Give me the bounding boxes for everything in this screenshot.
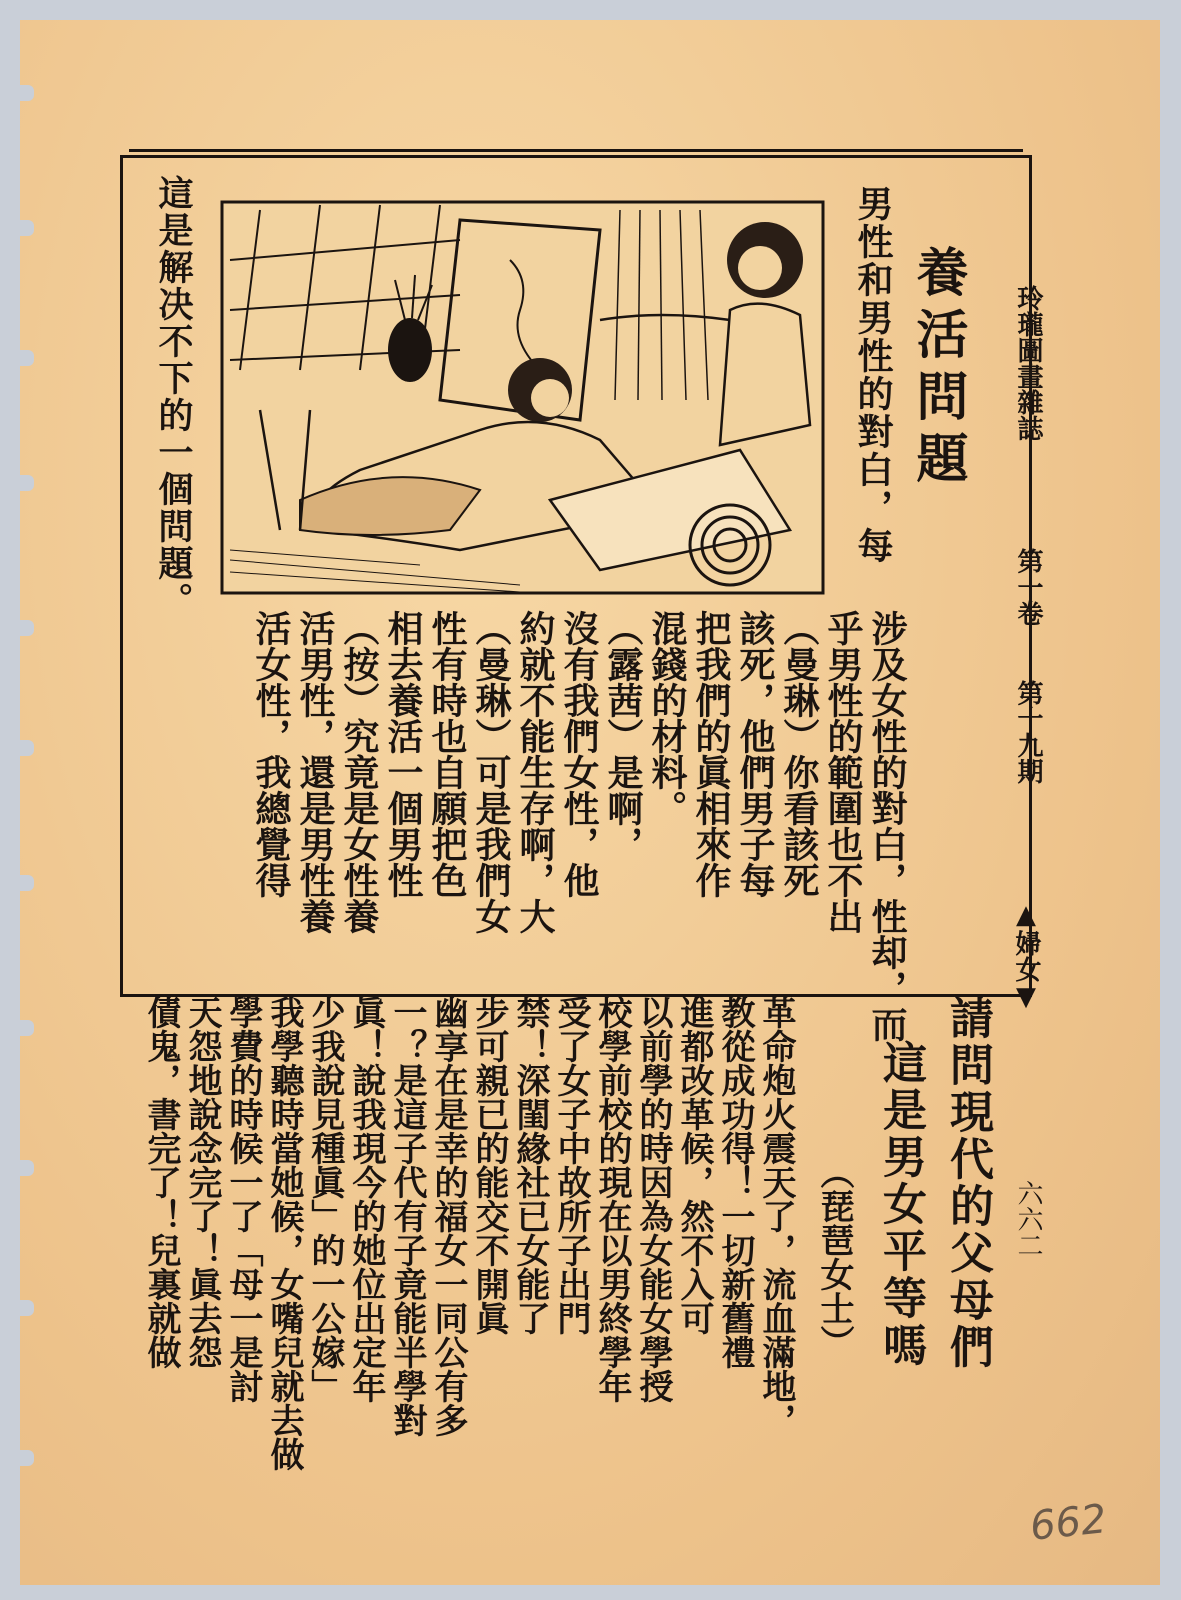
page-number: 六六二 bbox=[1013, 1180, 1043, 1258]
section-label: ▲婦女▼ bbox=[1011, 900, 1041, 1012]
illustration-caption: 這是解决不下的一個問題。 bbox=[153, 175, 194, 619]
volume-label: 第一卷 bbox=[1013, 548, 1043, 626]
article2-column: 少我說見種眞」的一公嫁」 bbox=[305, 995, 345, 1403]
article2-column: 禁！深閨緣社已女能了 bbox=[510, 995, 550, 1335]
perforation bbox=[8, 85, 34, 101]
perforation bbox=[8, 1450, 34, 1466]
article1-column: 乎男性的範圍也不出 bbox=[822, 610, 864, 934]
article1-column: 性有時也自願把色 bbox=[426, 610, 468, 898]
article2-column: 一？是這子代有子竟能半學對 bbox=[387, 995, 427, 1437]
article1-column: 約就不能生存啊，大 bbox=[514, 610, 556, 934]
article1-column: 該死，他們男子每 bbox=[734, 610, 776, 898]
article1-column: （曼琳）可是我們女 bbox=[470, 610, 512, 934]
article2-column: 眞！說我現今的她位出定年 bbox=[346, 995, 386, 1403]
article2-column: 革命炮火震天了，流血滿地， bbox=[756, 995, 796, 1437]
issue-label: 第十九期 bbox=[1013, 680, 1043, 784]
article2-column: 教從成功得！一切新舊禮 bbox=[715, 995, 755, 1369]
article2-column: 幽享在是幸的福女一同公有多 bbox=[428, 995, 468, 1437]
perforation bbox=[8, 1300, 34, 1316]
article-title: 養活問題 bbox=[907, 245, 968, 493]
article1-column: （按）究竟是女性養 bbox=[338, 610, 380, 934]
article1-column: （曼琳）你看該死 bbox=[778, 610, 820, 898]
article2-author: （琵琶女士） bbox=[814, 1155, 854, 1359]
article1-column: 涉及女性的對白，性却，而 bbox=[866, 610, 908, 1042]
handwritten-page-number: 662 bbox=[1027, 1496, 1109, 1550]
article1-column: 活男性，還是男性養 bbox=[294, 610, 336, 934]
magazine-name: 玲瓏圖畫雜誌 bbox=[1013, 285, 1043, 441]
article2-column: 我學聽時當她候，女嘴兒就去做 bbox=[264, 995, 304, 1471]
article1-column: 活女性，我總覺得 bbox=[250, 610, 292, 898]
magazine-page bbox=[20, 20, 1160, 1585]
article1-column: 沒有我們女性，他 bbox=[558, 610, 600, 898]
illustration bbox=[220, 200, 825, 595]
perforation bbox=[8, 1160, 34, 1176]
article2-column: 受了女子中故所子出門 bbox=[551, 995, 591, 1335]
article2-title-line2: 這是男女平等嗎 bbox=[875, 1040, 926, 1369]
perforation bbox=[8, 220, 34, 236]
article2-column: 債鬼，書完了！兒裏就做 bbox=[141, 995, 181, 1369]
article1-column: 混錢的材料。 bbox=[646, 610, 688, 826]
perforation bbox=[8, 620, 34, 636]
perforation bbox=[8, 1020, 34, 1036]
article2-column: 步可親已的能交不開眞 bbox=[469, 995, 509, 1335]
article2-title: 請問現代的父母們 bbox=[942, 995, 993, 1371]
perforation bbox=[8, 740, 34, 756]
article2-column: 天怨地說念完了！眞去怨 bbox=[182, 995, 222, 1369]
article1-column: （露茜）是啊， bbox=[602, 610, 644, 862]
article-subtitle: 男性和男性的對白，每 bbox=[852, 185, 894, 565]
article2-column: 校學前校的現在以男終學年 bbox=[592, 995, 632, 1403]
article1-column: 相去養活一個男性 bbox=[382, 610, 424, 898]
article2-column: 進都改革候，然不入可 bbox=[674, 995, 714, 1335]
article2-column: 以前學的時因為女能女學授 bbox=[633, 995, 673, 1403]
perforation bbox=[8, 475, 34, 491]
perforation bbox=[8, 875, 34, 891]
article2-column: 學費的時候一了「母一是討 bbox=[223, 995, 263, 1403]
perforation bbox=[8, 350, 34, 366]
article1-column: 把我們的眞相來作 bbox=[690, 610, 732, 898]
